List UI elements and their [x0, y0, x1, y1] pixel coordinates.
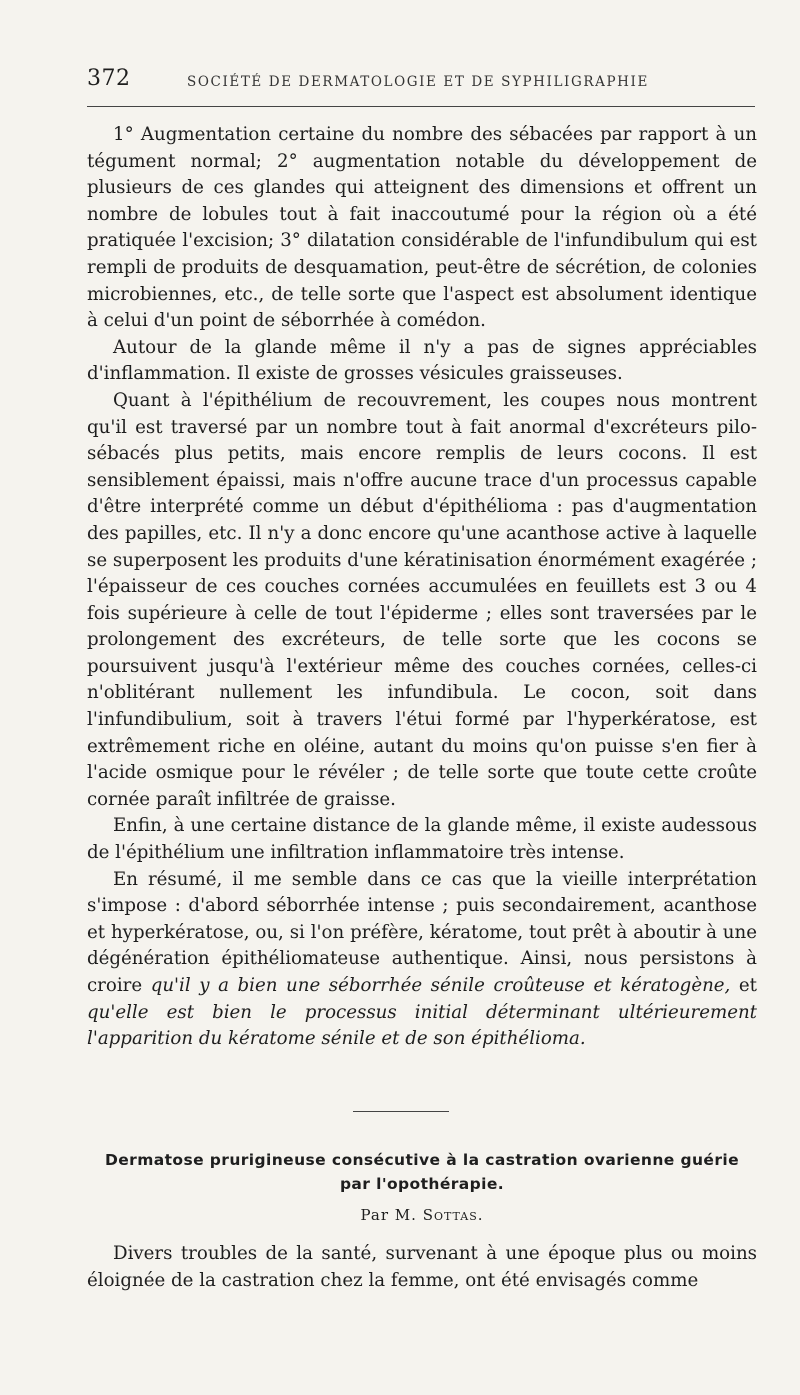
article-paragraph-1: Divers troubles de la santé, survenant à une époque plus ou moins éloignée de la castration chez la femme, ont été envisagés comme	[87, 1243, 757, 1291]
page-header	[87, 66, 755, 102]
paragraph-2: Autour de la glande même il n'y a pas de signes appréciables d'inflammation. Il existe de grosses vésicules graisseuses.	[87, 336, 757, 385]
author-prefix: Par M.	[360, 1206, 417, 1224]
paragraph-5-italic-1: qu'il y a bien une séborrhée sénile croûteuse et kératogène,	[150, 975, 731, 996]
paragraph-5	[87, 867, 757, 1053]
running-title: SOCIÉTÉ DE DERMATOLOGIE ET DE SYPHILIGRAPHIE	[187, 74, 649, 90]
page-number: 372	[87, 66, 131, 91]
paragraph-5-mid: et	[730, 975, 757, 996]
author-line	[87, 1206, 757, 1224]
header-rule	[87, 106, 755, 107]
body-text	[87, 122, 757, 1053]
paragraph-4: Enfin, à une certaine distance de la glande même, il existe audessous de l'épithélium une infiltration inflammatoire très intense.	[87, 815, 757, 864]
article-body	[87, 1240, 757, 1294]
author-name: Sottas.	[422, 1206, 484, 1224]
paragraph-5-start: En résumé, il me semble dans ce cas que la vieille interprétation s'impose : d'abord séborrhée intense ; puis secondairement, acanthose et hyperkératose, ou, si l'on préfère, kératome, tout prêt à aboutir à une dégénération épithéliomateuse authentique. Ainsi, nous persistons à croire	[87, 868, 757, 996]
paragraph-1: 1° Augmentation certaine du nombre des sébacées par rapport à un tégument normal; 2° augmentation notable du développement de plusieurs de ces glandes qui atteignent des dimensions et offrent un nombre de lobules tout à fait inaccoutumé pour la région où a été pratiquée l'excision; 3° dilatation considérable de l'infundibulum qui est rempli de produits de desquamation, peut-être de sécrétion, de colonies microbiennes, etc., de telle sorte que l'aspect est absolument identique à celui d'un point de séborrhée à comédon.	[87, 124, 757, 332]
paragraph-3: Quant à l'épithélium de recouvrement, les coupes nous montrent qu'il est traversé par un nombre tout à fait anormal d'excréteurs pilo-sébacés plus petits, mais encore remplis de leurs cocons. Il est sensiblement épaissi, mais n'offre aucune trace d'un processus capable d'être interprété comme un début d'épithélioma : pas d'augmentation des papilles, etc. Il n'y a donc encore qu'une acanthose active à laquelle se superposent les produits d'une kératinisation énormément exagérée ; l'épaisseur de ces couches cornées accumulées en feuillets est 3 ou 4 fois supérieure à celle de tout l'épiderme ; elles sont traversées par le prolongement des excréteurs, de telle sorte que les cocons se poursuivent jusqu'à l'extérieur même des couches cornées, celles-ci n'oblitérant nullement les infundibula. Le cocon, soit dans l'infundibulium, soit à travers l'étui formé par l'hyperkératose, est extrêmement riche en oléine, autant du moins qu'on puisse s'en fier à l'acide osmique pour le révéler ; de telle sorte que toute cette croûte cornée paraît infiltrée de graisse.	[87, 389, 757, 810]
paragraph-5-italic-2: qu'elle est bien le processus initial déterminant ultérieurement l'apparition du kératome sénile et de son épithélioma.	[87, 1001, 757, 1050]
section-divider	[353, 1111, 449, 1112]
article-title: Dermatose prurigineuse consécutive à la castration ovarienne guérie par l'opothérapie.	[104, 1151, 740, 1193]
